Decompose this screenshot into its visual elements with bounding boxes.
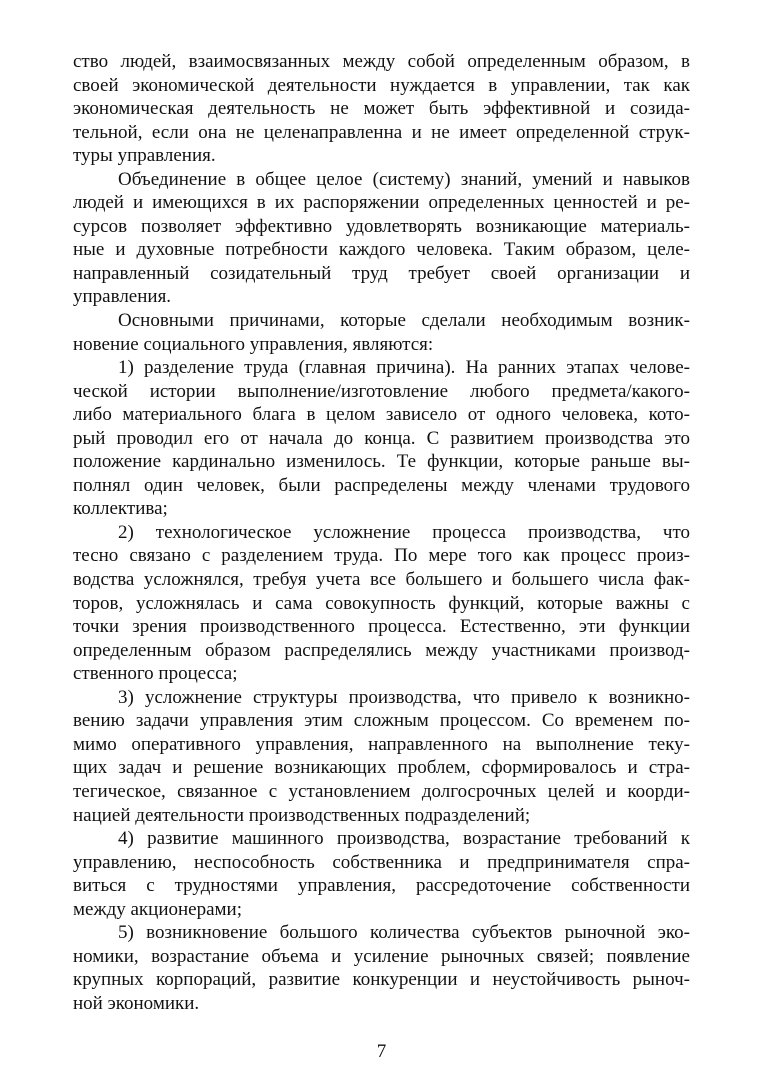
text-line: тегическое, связанное с установлением долгосрочных целей и коорди-	[73, 780, 690, 802]
paragraph	[73, 921, 690, 1015]
text-line: точки зрения производственного процесса. Естественно, эти функции	[73, 616, 690, 638]
text-line: рый проводил его от начала до конца. С развитием производства это	[73, 427, 690, 449]
text-line: управления.	[73, 286, 172, 308]
text-line: либо материального блага в целом зависело от одного человека, кото-	[73, 404, 690, 426]
text-line: водства усложнялся, требуя учета все большего и большего числа фак-	[73, 569, 690, 591]
body-text	[73, 50, 690, 1015]
text-line: людей и имеющихся в их распоряжении определенных ценностей и ре-	[73, 192, 690, 214]
text-line: сурсов позволяет эффективно удовлетворять возникающие материаль-	[73, 215, 690, 237]
text-line: экономическая деятельность не может быть эффективной и созида-	[73, 98, 690, 120]
text-line: нацией деятельности производственных подразделений;	[73, 804, 531, 826]
text-line: коллектива;	[73, 498, 168, 520]
paragraph	[73, 309, 690, 356]
text-line: торов, усложнялась и сама совокупность функций, которые важны с	[73, 592, 690, 614]
paragraph	[73, 168, 690, 309]
paragraph	[73, 521, 690, 686]
text-line: новение социального управления, являются:	[73, 333, 434, 355]
text-line: ной экономики.	[73, 992, 200, 1014]
text-line: управлению, неспособность собственника и предпринимателя спра-	[73, 851, 690, 873]
text-line: виться с трудностями управления, рассредоточение собственности	[73, 875, 690, 897]
text-line: крупных корпораций, развитие конкуренции и неустойчивость рыноч-	[73, 969, 690, 991]
text-line: вению задачи управления этим сложным процессом. Со временем по-	[73, 710, 690, 732]
text-line: тесно связано с разделением труда. По мере того как процесс произ-	[73, 545, 690, 567]
paragraph	[73, 686, 690, 827]
text-line: 3) усложнение структуры производства, что привело к возникно-	[118, 686, 690, 708]
text-line: тельной, если она не целенаправленна и не имеет определенной струк-	[73, 121, 690, 143]
text-line: 1) разделение труда (главная причина). На ранних этапах челове-	[118, 357, 690, 379]
text-line: Объединение в общее целое (систему) знаний, умений и навыков	[118, 168, 690, 190]
text-line: ческой истории выполнение/изготовление любого предмета/какого-	[73, 380, 690, 402]
text-line: 5) возникновение большого количества субъектов рыночной эко-	[118, 922, 690, 944]
paragraph	[73, 50, 690, 168]
page-number: 7	[376, 1041, 387, 1062]
text-line: 4) развитие машинного производства, возрастание требований к	[118, 828, 690, 850]
text-line: Основными причинами, которые сделали необходимым возник-	[118, 310, 690, 332]
text-line: ство людей, взаимосвязанных между собой определенным образом, в	[73, 51, 690, 72]
text-line: номики, возрастание объема и усиление рыночных связей; появление	[73, 945, 690, 967]
text-line: положение кардинально изменилось. Те функции, которые раньше вы-	[73, 451, 690, 473]
text-line: между акционерами;	[73, 898, 243, 920]
text-line: полнял один человек, были распределены между членами трудового	[73, 474, 690, 496]
text-line: туры управления.	[73, 145, 216, 167]
text-line: мимо оперативного управления, направленного на выполнение теку-	[73, 733, 690, 755]
text-line: щих задач и решение возникающих проблем, сформировалось и стра-	[73, 757, 690, 779]
text-line: своей экономической деятельности нуждается в управлении, так как	[73, 74, 690, 96]
text-line: ственного процесса;	[73, 663, 238, 685]
paragraph	[73, 827, 690, 921]
text-line: направленный созидательный труд требует своей организации и	[73, 262, 690, 284]
text-line: определенным образом распределялись между участниками производ-	[73, 639, 690, 661]
paragraph	[73, 356, 690, 521]
text-line: 2) технологическое усложнение процесса производства, что	[118, 521, 690, 543]
text-line: ные и духовные потребности каждого человека. Таким образом, целе-	[73, 239, 690, 261]
